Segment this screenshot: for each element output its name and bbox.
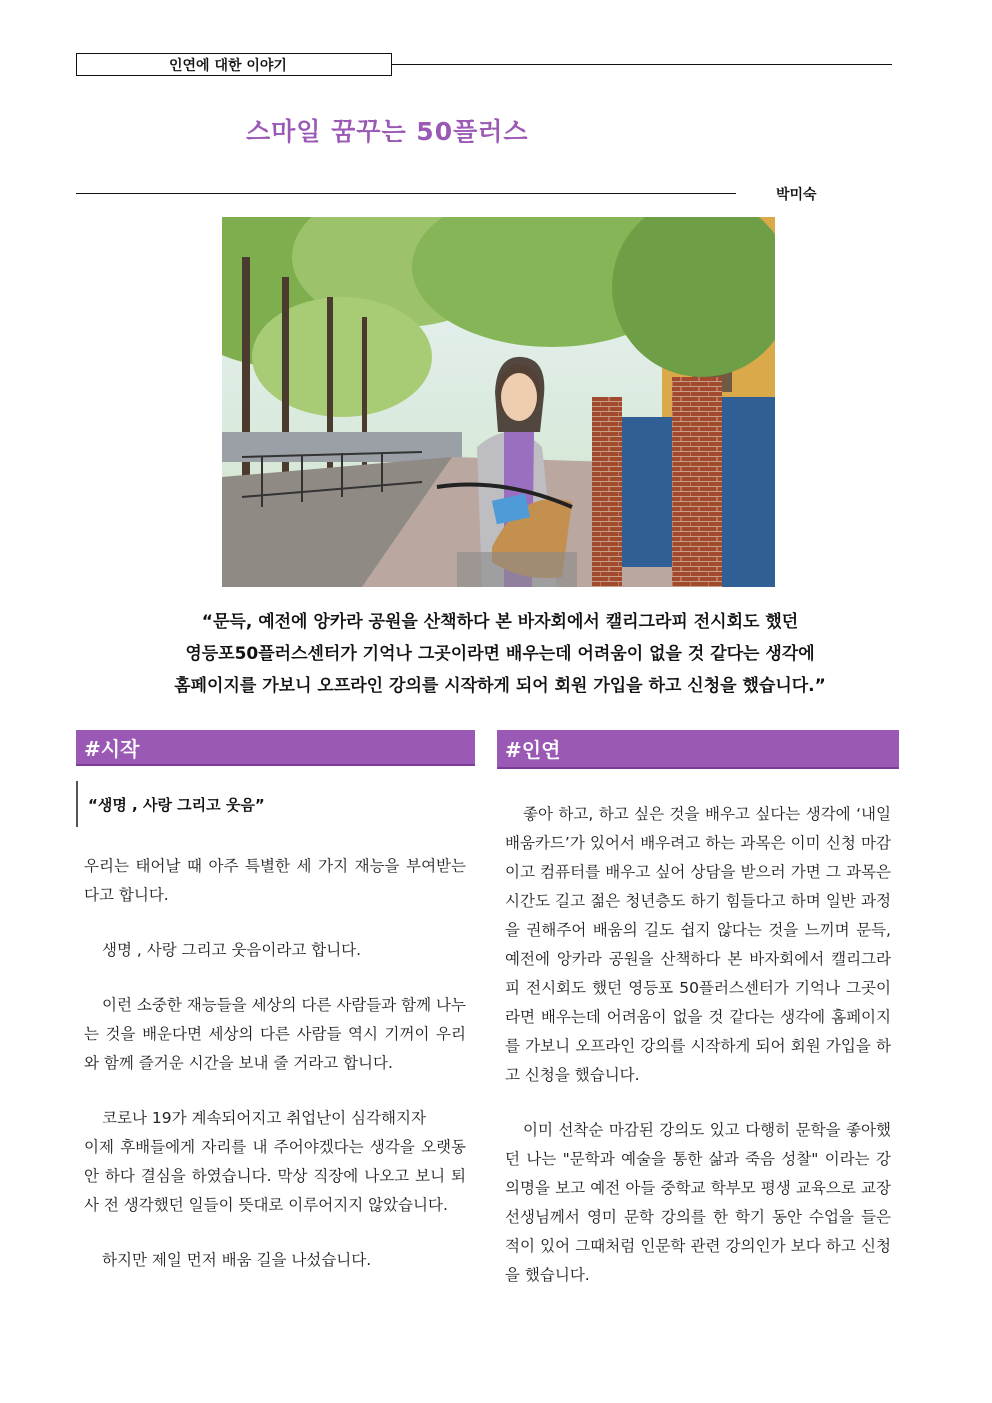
- paragraph: 좋아 하고, 하고 싶은 것을 배우고 싶다는 생각에 ‘내일배움카드’가 있어서 배우려고 하는 과목은 이미 신청 마감이고 컴퓨터를 배우고 싶어 상담을 받으러 가면 그 과목은 시간도 길고 젊은 청년층도 하기 힘들다고 하며 일반 과정을 권해주어 배움의 길도 쉽지 않다는 것을 느끼며 문득, 예전에 앙카라 공원을 산책하다 본 바자회에서 캘리그라피 전시회도 했던 영등포 50플러스센터가 기억나 그곳이라면 배우는데 어려움이 없을 것 같다는 생각에 홈페이지를 가보니 오프라인 강의를 시작하게 되어 회원 가입을 하고 신청을 했습니다.: [505, 805, 891, 1084]
- left-column-body: [84, 852, 466, 1275]
- paragraph: 이미 선착순 마감된 강의도 있고 다행히 문학을 좋아했던 나는 "문학과 예술을 통한 삶과 죽음 성찰" 이라는 강의명을 보고 예전 아들 중학교 학부모 평생 교육으로 교장 선생님께서 영미 문학 강의를 한 학기 동안 수업을 들은 적이 있어 그때처럼 인문학 관련 강의인가 보다 하고 신청을 했습니다.: [505, 1121, 891, 1284]
- section-heading-connection: #인연: [497, 730, 899, 769]
- photo-woman-with-bicycle: [222, 217, 775, 587]
- quote-line: 홈페이지를 가보니 오프라인 강의를 시작하게 되어 회원 가입을 하고 신청을 했습니다.”: [174, 676, 826, 696]
- quote-line: 영등포50플러스센터가 기억나 그곳이라면 배우는데 어려움이 없을 것 같다는 생각에: [185, 644, 815, 664]
- pull-quote: [100, 606, 900, 702]
- top-rule: [392, 64, 892, 65]
- paragraph: 이제 후배들에게 자리를 내 주어야겠다는 생각을 오랫동안 하다 결심을 하였습니다. 막상 직장에 나오고 보니 퇴사 전 생각했던 일들이 뜻대로 이루어지지 않았습니다.: [84, 1138, 466, 1214]
- section-tag: 인연에 대한 이야기: [76, 53, 392, 76]
- byline-rule: [76, 193, 736, 194]
- paragraph: 생명 , 사랑 그리고 웃음이라고 합니다.: [102, 941, 362, 959]
- paragraph: 하지만 제일 먼저 배움 길을 나섰습니다.: [102, 1251, 372, 1269]
- article-title: 스마일 꿈꾸는 50플러스: [246, 117, 529, 146]
- quote-line: “문득, 예전에 앙카라 공원을 산책하다 본 바자회에서 캘리그라피 전시회도 했던: [201, 612, 799, 632]
- paragraph: 이런 소중한 재능들을 세상의 다른 사람들과 함께 나누는 것을 배운다면 세상의 다른 사람들 역시 기꺼이 우리와 함께 즐거운 시간을 보내 줄 거라고 합니다.: [84, 996, 466, 1072]
- author-name: 박미숙: [776, 187, 817, 203]
- section-heading-start: #시작: [76, 730, 475, 766]
- paragraph: 코로나 19가 계속되어지고 취업난이 심각해지자: [102, 1109, 426, 1127]
- paragraph: 우리는 태어날 때 아주 특별한 세 가지 재능을 부여받는다고 합니다.: [84, 857, 466, 904]
- subheading: “생명 , 사랑 그리고 웃음”: [76, 781, 265, 827]
- right-column-body: [505, 800, 891, 1290]
